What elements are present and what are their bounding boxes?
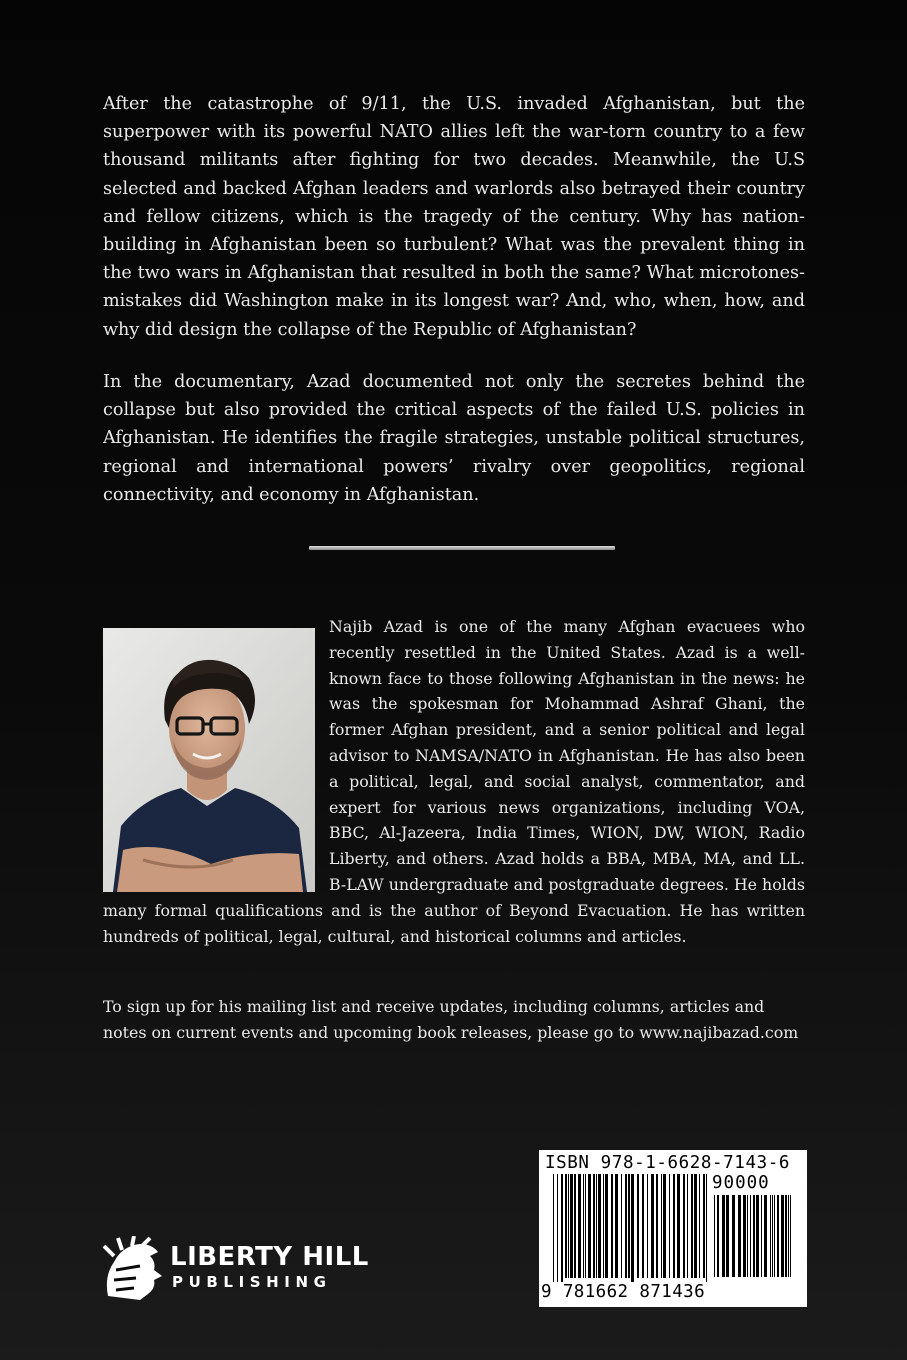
isbn-barcode	[539, 1150, 807, 1307]
price-code: 90000	[712, 1173, 770, 1193]
barcode-bar	[770, 1195, 771, 1277]
barcode-bar	[669, 1174, 670, 1278]
barcode-bar	[772, 1195, 773, 1277]
barcode-bar	[717, 1195, 719, 1277]
barcode-bar	[714, 1195, 715, 1277]
barcode-bar	[598, 1174, 601, 1278]
barcode-bar	[788, 1195, 789, 1277]
barcode-bar	[699, 1174, 700, 1278]
barcode-bar	[561, 1174, 563, 1282]
barcode-bar	[663, 1174, 666, 1278]
barcode-bar	[553, 1174, 554, 1282]
publisher-name-sub: PUBLISHING	[172, 1273, 332, 1291]
barcode-bar	[570, 1174, 573, 1278]
barcode-bar	[764, 1195, 767, 1277]
barcode-bar	[596, 1174, 597, 1278]
barcode-bar	[694, 1174, 697, 1278]
barcode-bar	[583, 1174, 584, 1278]
barcode-bar	[621, 1174, 622, 1278]
barcode-bar	[738, 1195, 741, 1277]
publisher-name-main: LIBERTY HILL	[170, 1242, 369, 1272]
barcode-bar	[615, 1174, 618, 1278]
description-paragraph-1: After the catastrophe of 9/11, the U.S. invaded Afghanistan, but the superpower with its powerful NATO allies left the war-torn country to a few thousand militants after fighting for two decades. Meanwhile, the U.S selected and backed Afghan leaders and warlords also betrayed their country and fellow citizens, which is the tragedy of the century. Why has nation-building in Afghanistan been so turbulent? What was the prevalent thing in the two wars in Afghanistan that resulted in both the same? What microtones-mistakes did Washington make in its longest war? And, who, when, how, and why did design the collapse of the Republic of Afghanistan?	[103, 94, 805, 340]
barcode-bar	[625, 1174, 627, 1278]
barcode-bar	[722, 1195, 725, 1277]
barcode-bar	[774, 1195, 775, 1277]
barcode-bar	[753, 1195, 755, 1277]
barcode-bar	[565, 1174, 567, 1278]
barcode-bar	[687, 1174, 688, 1278]
barcode-bar	[673, 1174, 675, 1278]
barcode-bar	[761, 1195, 762, 1277]
author-bio-text: Najib Azad is one of the many Afghan evacuees who recently resettled in the United States. Azad is a well-known face to those following Afghanistan in the news: he was the spokesman for Mohammad Ashraf Ghani, the former Afghan president, and a senior political and legal advisor to NAMSA/NATO in Afghanistan. He has also been a political, legal, and social analyst, commentator, and expert for various news organizations, including VOA, BBC, Al-Jazeera, India Times, WION, DW, WION, Radio Liberty, and others. Azad holds a BBA, MBA, MA, and LL. B-LAW undergraduate and postgraduate degrees. He holds many formal qualifications and is the author of Beyond Evacuation. He has written hundreds of political, legal, cultural, and historical columns and articles.	[103, 617, 805, 946]
barcode-bars	[553, 1174, 711, 1282]
barcode-bar	[691, 1174, 693, 1278]
price-barcode-bars	[714, 1195, 794, 1277]
barcode-bar	[588, 1174, 591, 1278]
barcode-bar	[781, 1195, 784, 1277]
barcode-bar	[743, 1195, 746, 1277]
liberty-head-icon	[100, 1236, 166, 1304]
barcode-bar	[605, 1174, 608, 1278]
barcode-bar	[585, 1174, 586, 1278]
barcode-bar	[661, 1174, 662, 1278]
barcode-bar	[642, 1174, 644, 1278]
barcode-bar	[611, 1174, 613, 1278]
barcode-bar	[703, 1174, 705, 1278]
barcode-bar	[790, 1195, 791, 1277]
barcode-bar	[677, 1174, 680, 1278]
isbn-label: ISBN 978-1-6628-7143-6	[545, 1153, 790, 1173]
barcode-bar	[683, 1174, 685, 1278]
barcode-bar	[732, 1195, 735, 1277]
barcode-bar	[785, 1195, 787, 1277]
publisher-logo	[100, 1236, 390, 1304]
barcode-bar	[756, 1195, 759, 1277]
barcode-bar	[647, 1174, 648, 1278]
publisher-name	[170, 1242, 369, 1292]
barcode-bar	[628, 1174, 630, 1278]
barcode-number: 9 781662 871436	[541, 1282, 706, 1302]
section-divider	[309, 546, 615, 550]
mailing-list-signup: To sign up for his mailing list and receive updates, including columns, articles and notes on current events and upcoming book releases, please go to www.najibazad.com	[103, 997, 799, 1042]
barcode-bar	[557, 1174, 558, 1282]
barcode-bar	[578, 1174, 581, 1278]
barcode-bar	[656, 1174, 658, 1278]
author-photo	[103, 628, 315, 892]
barcode-bar	[651, 1174, 654, 1278]
description-paragraph-2: In the documentary, Azad documented not only the secretes behind the collapse but also provided the critical aspects of the failed U.S. policies in Afghanistan. He identifies the fragile strategies, unstable political structures, regional and international powers’ rivalry over geopolitics, regional connectivity, and economy in Afghanistan.	[103, 372, 805, 505]
author-bio-section	[103, 614, 805, 949]
barcode-bar	[726, 1195, 729, 1277]
barcode-bar	[631, 1174, 634, 1282]
barcode-bar	[574, 1174, 576, 1278]
barcode-bar	[747, 1195, 748, 1277]
barcode-bar	[637, 1174, 639, 1278]
barcode-bar	[603, 1174, 604, 1278]
barcode-bar	[750, 1195, 751, 1277]
barcode-bar	[568, 1174, 569, 1278]
barcode-bar	[593, 1174, 595, 1278]
barcode-bar	[706, 1174, 707, 1282]
barcode-bar	[777, 1195, 779, 1277]
